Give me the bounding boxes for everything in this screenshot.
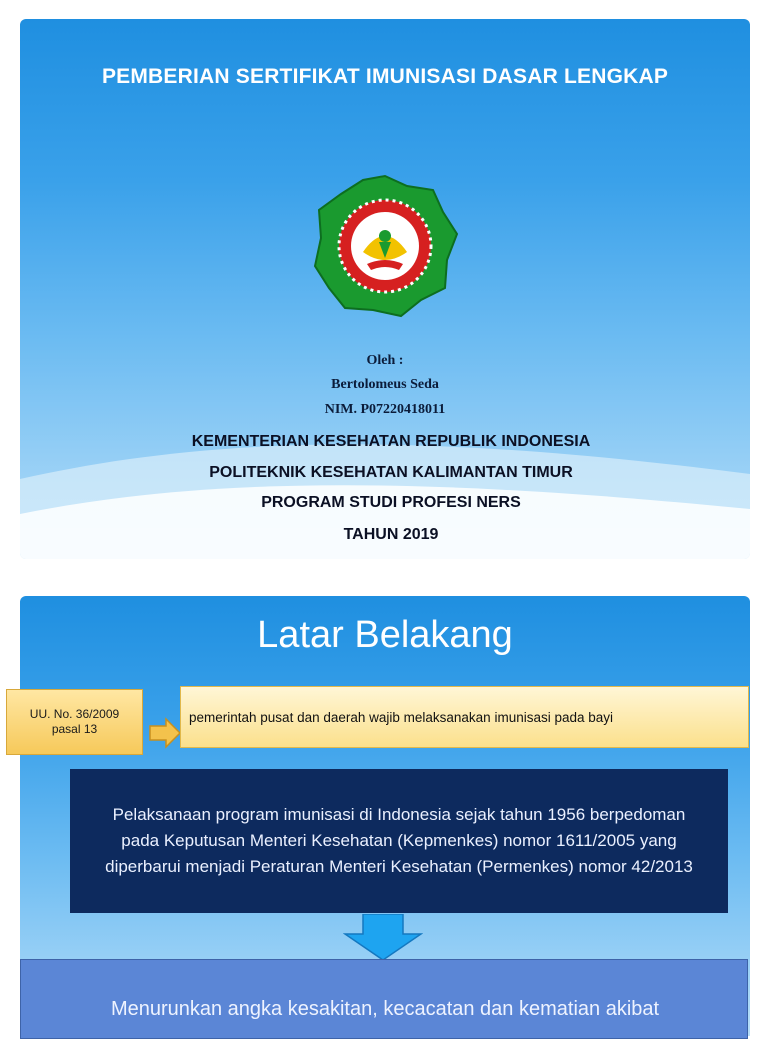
arrow-right-icon	[148, 716, 182, 750]
program-history-box	[70, 769, 728, 913]
slide-title: Latar Belakang	[257, 614, 513, 656]
author-name: Bertolomeus Seda	[331, 377, 439, 392]
law-statement-text: pemerintah pusat dan daerah wajib melaksanakan imunisasi pada bayi	[189, 709, 614, 725]
goal-text: Menurunkan angka kesakitan, kecacatan dan kematian akibat	[110, 998, 660, 1020]
poltekkes-logo-emblem	[310, 171, 460, 321]
institution-line-2: POLITEKNIK KESEHATAN KALIMANTAN TIMUR	[209, 464, 573, 481]
law-statement-box	[180, 686, 749, 748]
law-reference-article: pasal 13	[51, 722, 98, 736]
institution-line-4: TAHUN 2019	[343, 526, 439, 543]
slide-title: PEMBERIAN SERTIFIKAT IMUNISASI DASAR LENGKAP	[101, 65, 669, 88]
law-reference-number: UU. No. 36/2009	[29, 707, 120, 721]
program-history-text: Pelaksanaan program imunisasi di Indonesia sejak tahun 1956 berpedoman pada Keputusan Menteri Kesehatan (Kepmenkes) nomor 1611/2005 yang diperbarui menjadi Peraturan Menteri Kesehatan (Permenkes) nomor 42/2013	[105, 805, 693, 876]
institution-line-3: PROGRAM STUDI PROFESI NERS	[261, 494, 521, 511]
arrow-down-icon	[343, 914, 423, 962]
author-label: Oleh :	[366, 353, 404, 368]
author-nim: NIM. P07220418011	[324, 402, 446, 417]
title-slide	[20, 19, 750, 559]
institution-line-1: KEMENTERIAN KESEHATAN REPUBLIK INDONESIA	[191, 433, 591, 450]
goal-box	[20, 959, 748, 1039]
law-reference-box	[6, 689, 143, 755]
